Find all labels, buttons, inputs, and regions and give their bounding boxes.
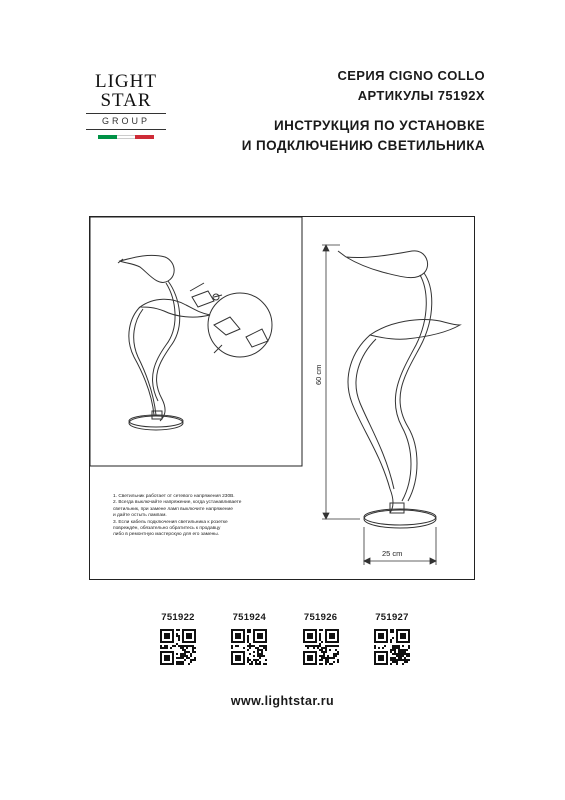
logo-divider-bottom bbox=[86, 129, 166, 130]
safety-notes bbox=[113, 494, 313, 539]
article-code-item bbox=[298, 612, 344, 670]
article-code: 751922 bbox=[161, 612, 195, 623]
series-name: СЕРИЯ CIGNO COLLO bbox=[337, 68, 485, 83]
note-line: 2. Всегда выключайте напряжение, когда устанавливаете bbox=[113, 500, 242, 506]
flag-stripe-white bbox=[117, 135, 136, 139]
bulb-detail-drawing bbox=[190, 283, 272, 357]
article-codes-row bbox=[155, 612, 415, 670]
document-title-line1: ИНСТРУКЦИЯ ПО УСТАНОВКЕ bbox=[274, 118, 485, 133]
note-line: светильник, при замене ламп выключите напряжение bbox=[113, 506, 233, 512]
qr-code-icon bbox=[303, 629, 339, 665]
qr-code-icon bbox=[374, 629, 410, 665]
article-code-item bbox=[226, 612, 272, 670]
logo-text-group: GROUP bbox=[101, 116, 150, 126]
document-header bbox=[242, 66, 485, 156]
article-code: 751926 bbox=[303, 612, 338, 623]
article-code-item bbox=[369, 612, 415, 670]
note-line: и дайте остыть лампам. bbox=[113, 513, 167, 519]
logo-text-star: STAR bbox=[100, 90, 152, 111]
small-lamp-drawing bbox=[118, 255, 210, 430]
article-code: 751924 bbox=[232, 612, 267, 623]
article-numbers: АРТИКУЛЫ 75192X bbox=[357, 88, 485, 103]
qr-code-icon bbox=[160, 629, 196, 665]
flag-stripe-green bbox=[98, 135, 117, 139]
note-line: повреждён, обязательно обратитесь к продавцу bbox=[113, 526, 221, 532]
website-link[interactable]: www.lightstar.ru bbox=[230, 694, 335, 708]
note-line: 3. Если кабель подключения светильника к розетке bbox=[113, 519, 228, 525]
logo-divider bbox=[86, 113, 166, 114]
note-line: 1. Светильник работает от сетевого напряжения 230В. bbox=[113, 494, 235, 499]
qr-code-icon bbox=[231, 629, 267, 665]
note-line: либо в ремонтную мастерскую для его замены. bbox=[113, 532, 220, 538]
article-code: 751927 bbox=[375, 612, 409, 623]
dimension-lines bbox=[322, 245, 436, 565]
article-code-item bbox=[155, 612, 201, 670]
brand-logo bbox=[86, 72, 166, 139]
height-dimension-label: 60 cm bbox=[314, 364, 323, 385]
width-dimension-label: 25 cm bbox=[382, 549, 403, 558]
large-lamp-drawing bbox=[338, 251, 460, 528]
italian-flag-icon bbox=[98, 135, 154, 139]
flag-stripe-red bbox=[135, 135, 154, 139]
document-title-line2: И ПОДКЛЮЧЕНИЮ СВЕТИЛЬНИКА bbox=[241, 138, 485, 153]
assembly-panel bbox=[90, 217, 302, 466]
logo-text-light: LIGHT bbox=[95, 71, 157, 92]
